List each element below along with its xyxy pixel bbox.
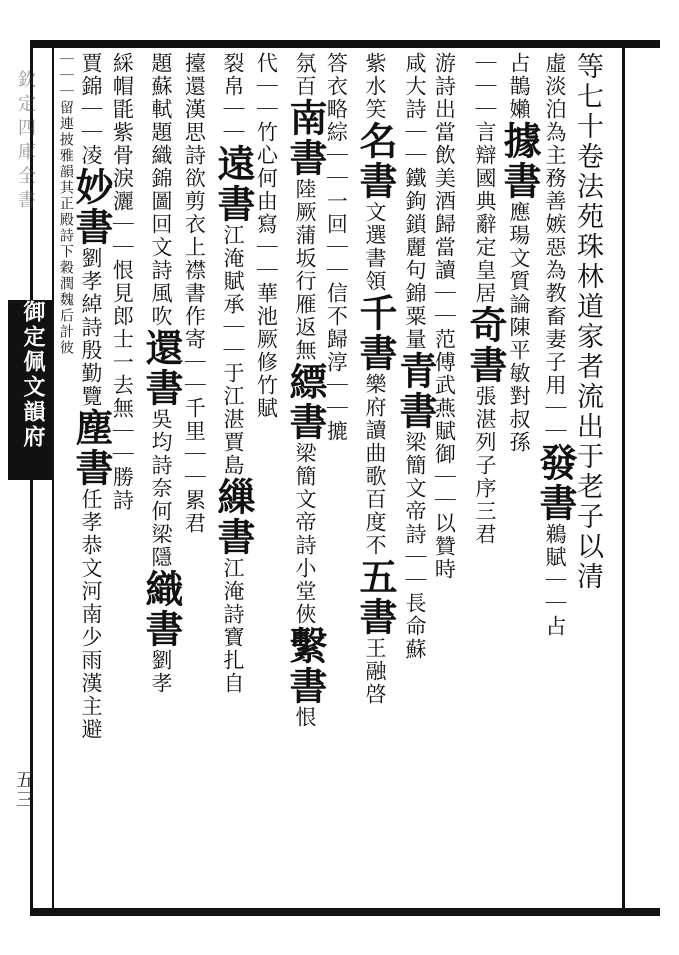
text-column-2: 虛淡泊為主務善嫉惡為教畜妻子用｜｜發書鵜賦｜｜占 <box>533 52 578 638</box>
headword-entry: 南書 <box>283 98 328 178</box>
headword-entry: 塵書 <box>69 408 114 488</box>
headword-entry: 縹書 <box>283 362 328 442</box>
headword-entry: 發書 <box>533 443 578 523</box>
text-column-3: 占鵲嬾據書應瑒文質論陳平敏對叔孫 <box>497 52 542 454</box>
text-column-14: 綵帽毷紫骨淚灑｜｜恨見郎士一去無｜｜勝詩 <box>110 52 135 512</box>
text-column-11: 裂帛｜｜遠書江淹賦承｜｜于江湛賈島繅書江淹詩寶扎自 <box>211 52 256 695</box>
text-column-9: 氛百南書陸厥蒲坂行雁返無縹書梁簡文帝詩小堂俠繫書恨 <box>283 52 328 729</box>
headword-entry: 繅書 <box>211 477 256 557</box>
headword-entry: 繫書 <box>283 626 328 706</box>
page-number: 五三 <box>13 770 34 810</box>
text-column-6: 咸大詩｜｜鐵鉤鎖麗句錦粟量青書梁簡文帝詩｜｜長命蘇 <box>393 52 438 661</box>
text-column-10: 代｜｜竹心何由寫｜｜華池厥修竹賦 <box>254 52 279 420</box>
headword-entry: 五書 <box>353 557 398 637</box>
book-title: 御定佩文韻府 <box>20 300 46 450</box>
headword-entry: 還書 <box>139 328 184 408</box>
headword-entry: 妙書 <box>69 167 114 247</box>
headword-entry: 織書 <box>139 569 184 649</box>
border-right <box>622 40 625 916</box>
text-column-13: 題蘇軾題織錦圖回文詩風吹還書吳均詩奈何梁隱織書劉孝 <box>139 52 184 695</box>
gutter-top-mark: 欽定四庫全書 <box>15 70 36 214</box>
text-column-1: 等七十卷法苑珠林道家者流出于老子以清 <box>572 52 603 592</box>
text-column-7: 紫水笑名書文選書領千書樂府讀曲歌百度不五書王融啓 <box>353 52 398 706</box>
headword-entry: 青書 <box>393 351 438 431</box>
text-column-16: ｜｜｜留連披雅韻其正殿詩下穀潤魏后計彼 <box>57 52 74 356</box>
border-top <box>30 40 660 48</box>
headword-entry: 遠書 <box>211 144 256 224</box>
headword-entry: 據書 <box>497 121 542 201</box>
headword-entry: 奇書 <box>463 305 508 385</box>
border-bottom <box>30 908 660 916</box>
text-column-8: 答衣略綜｜｜一回｜｜信不歸淳｜｜摝 <box>324 52 349 443</box>
text-column-5: 游詩出當飲美酒歸當讀｜｜范傅武燕賦御｜｜以贊時 <box>432 52 457 581</box>
margin-rule <box>52 48 54 908</box>
text-column-15: 賈錦｜｜凌妙書劉孝綽詩殷勤覽塵書任孝恭文河南少雨漢主避 <box>69 52 114 741</box>
headword-entry: 名書 <box>353 121 398 201</box>
headword-entry: 千書 <box>353 293 398 373</box>
text-column-12: 擡還漢思詩欲剪衣上襟書作寄｜｜千里｜｜累君 <box>182 52 207 535</box>
text-column-4: ｜｜｜言辯國典辭定皇居奇書張湛列子序三君 <box>463 52 508 546</box>
